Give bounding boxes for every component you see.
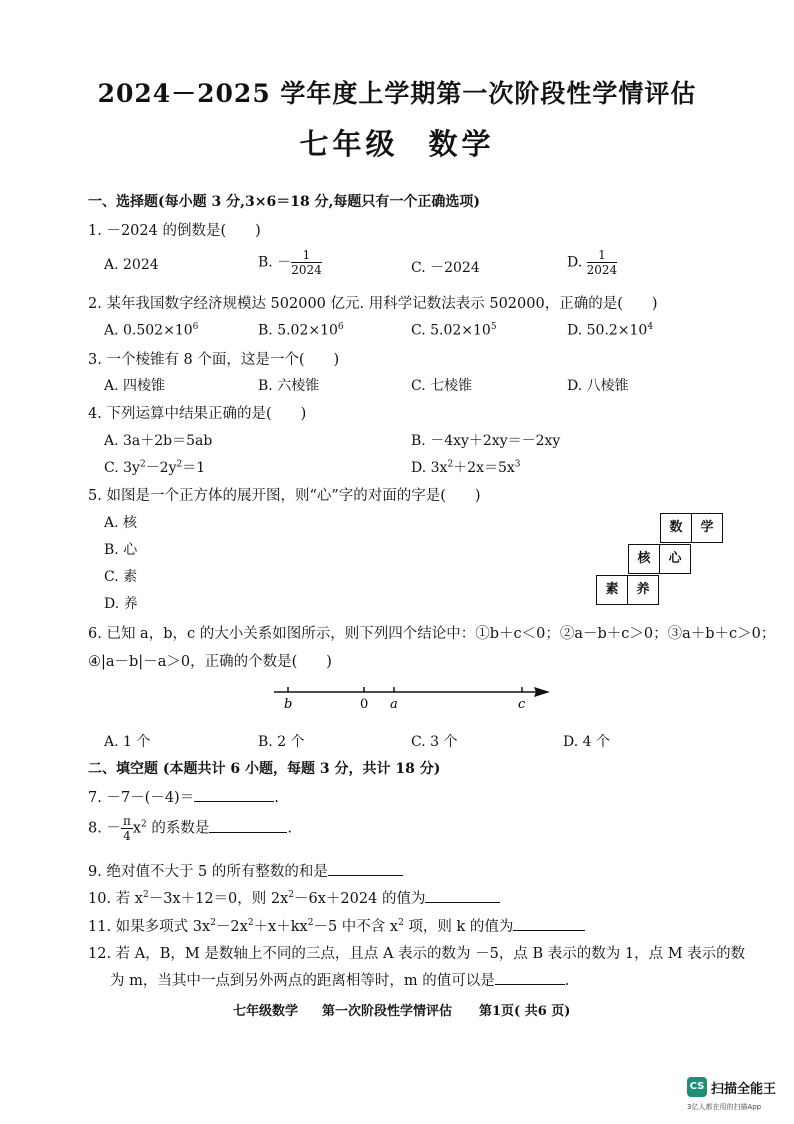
label-c: c [518, 697, 526, 712]
section2-heading: 二、填空题 (本题共计 6 小题，每题 3 分，共计 18 分) [88, 761, 441, 777]
section1-heading: 一、选择题(每小题 3 分,3×6＝18 分,每题只有一个正确选项) [88, 194, 481, 210]
q5-stem: 5. 如图是一个正方体的展开图，则“心”字的对面的字是( ) [88, 488, 481, 504]
q6-option-d: D. 4 个 [563, 734, 610, 750]
q6-stem-line1: 6. 已知 a，b，c 的大小关系如图所示，则下列四个结论中：①b＋c＜0；②a－b＋c＞0；③a＋b＋c＞0； [88, 626, 776, 642]
q7: 7. －7－(－4)＝ . [88, 790, 279, 806]
label-zero: 0 [360, 697, 369, 712]
q3-option-a: A. 四棱锥 [104, 378, 166, 394]
label-b: b [284, 697, 293, 712]
q5-option-d: D. 养 [104, 596, 138, 612]
q1-option-a: A. 2024 [104, 257, 159, 273]
q5-option-b: B. 心 [104, 542, 138, 558]
q10-blank[interactable] [425, 901, 500, 903]
q2-option-d: D. $50.2\times 10^4$ [567, 322, 654, 339]
q6-stem-line2: ④|a－b|－a＞0，正确的个数是( ) [88, 654, 332, 670]
q2-option-a: A. $0.502\times 10^6$ [104, 322, 199, 339]
number-line-figure [270, 680, 560, 714]
q2-stem: 2. 某年我国数字经济规模达 502000 亿元. 用科学记数法表示 502000，正确的是( ) [88, 296, 658, 312]
exam-subtitle [0, 122, 794, 163]
exam-title: 2024－2025 学年度上学期第一次阶段性学情评估 [97, 79, 697, 108]
net-cell-su: 素 [596, 575, 628, 605]
q5-option-a: A. 核 [104, 515, 138, 531]
q1-option-b: B. － $\frac{1}{2024}$ [258, 248, 322, 277]
q6-option-b: B. 2 个 [258, 734, 305, 750]
q11-blank[interactable] [513, 929, 585, 931]
q3-option-d: D. 八棱锥 [567, 378, 629, 394]
q3-stem: 3. 一个棱锥有 8 个面，这是一个( ) [88, 352, 340, 368]
q3-option-b: B. 六棱锥 [258, 378, 320, 394]
net-cell-shu: 数 [660, 513, 692, 543]
q8: 8. － $\frac{\pi}{4}$ $x^2$ 的系数是 . [88, 814, 292, 843]
q4-option-d: D. $3x^2+2x=5x^3$ [411, 459, 521, 476]
subject-label: 数学 [428, 127, 495, 161]
q12-line2: 为 m，当其中一点到另外两点的距离相等时，m 的值可以是 . [110, 973, 570, 989]
q11: 11. 如果多项式 $3x^2-2x^2+x+kx^2-5$ 中不含 $x^2$ 项，则 k 的值为 [88, 915, 585, 936]
camscanner-logo-icon: CS [687, 1077, 707, 1097]
q1-stem: 1. －2024 的倒数是( ) [88, 223, 261, 239]
q2-option-b: B. $5.02\times 10^6$ [258, 322, 344, 339]
q2-option-c: C. $5.02\times 10^5$ [411, 322, 497, 339]
net-cell-yang: 养 [627, 575, 659, 605]
q12-blank[interactable] [495, 983, 565, 985]
net-cell-he: 核 [628, 544, 660, 574]
q7-blank[interactable] [194, 800, 274, 802]
q6-option-c: C. 3 个 [411, 734, 458, 750]
q4-stem: 4. 下列运算中结果正确的是( ) [88, 406, 307, 422]
q4-option-b: B. －4xy＋2xy＝－2xy [411, 433, 561, 449]
camscanner-name: 扫描全能王 [711, 1082, 777, 1097]
q1-option-d: D. $\frac{1}{2024}$ [567, 248, 618, 277]
q1-option-c: C. －2024 [411, 260, 480, 276]
q12-line1: 12. 若 A，B，M 是数轴上不同的三点，且点 A 表示的数为 －5，点 B 表示的数为 1，点 M 表示的数 [88, 946, 746, 962]
number-line-arrow [534, 687, 550, 697]
q6-option-a: A. 1 个 [104, 734, 151, 750]
net-cell-xue: 学 [691, 513, 723, 543]
q4-option-c: C. $3y^2-2y^2=1$ [104, 459, 206, 476]
q5-option-c: C. 素 [104, 569, 138, 585]
camscanner-tagline: 3亿人都在用的扫描App [687, 1103, 762, 1111]
q10: 10. 若 $x^2-3x+12=0$，则 $2x^2-6x+2024$ 的值为 [88, 887, 500, 908]
q3-option-c: C. 七棱锥 [411, 378, 473, 394]
q4-option-a: A. 3a＋2b＝5ab [104, 433, 213, 449]
footer-page-number: 第1页( 共6 页) [479, 1004, 571, 1019]
q9: 9. 绝对值不大于 5 的所有整数的和是 [88, 860, 403, 881]
label-a: a [390, 697, 398, 712]
q9-blank[interactable] [328, 874, 403, 876]
q8-blank[interactable] [209, 831, 287, 833]
footer-grade: 七年级数学 [233, 1004, 299, 1019]
grade-label: 七年级 [299, 127, 399, 161]
footer-exam-name: 第一次阶段性学情评估 [322, 1004, 453, 1019]
net-cell-xin: 心 [659, 544, 691, 574]
